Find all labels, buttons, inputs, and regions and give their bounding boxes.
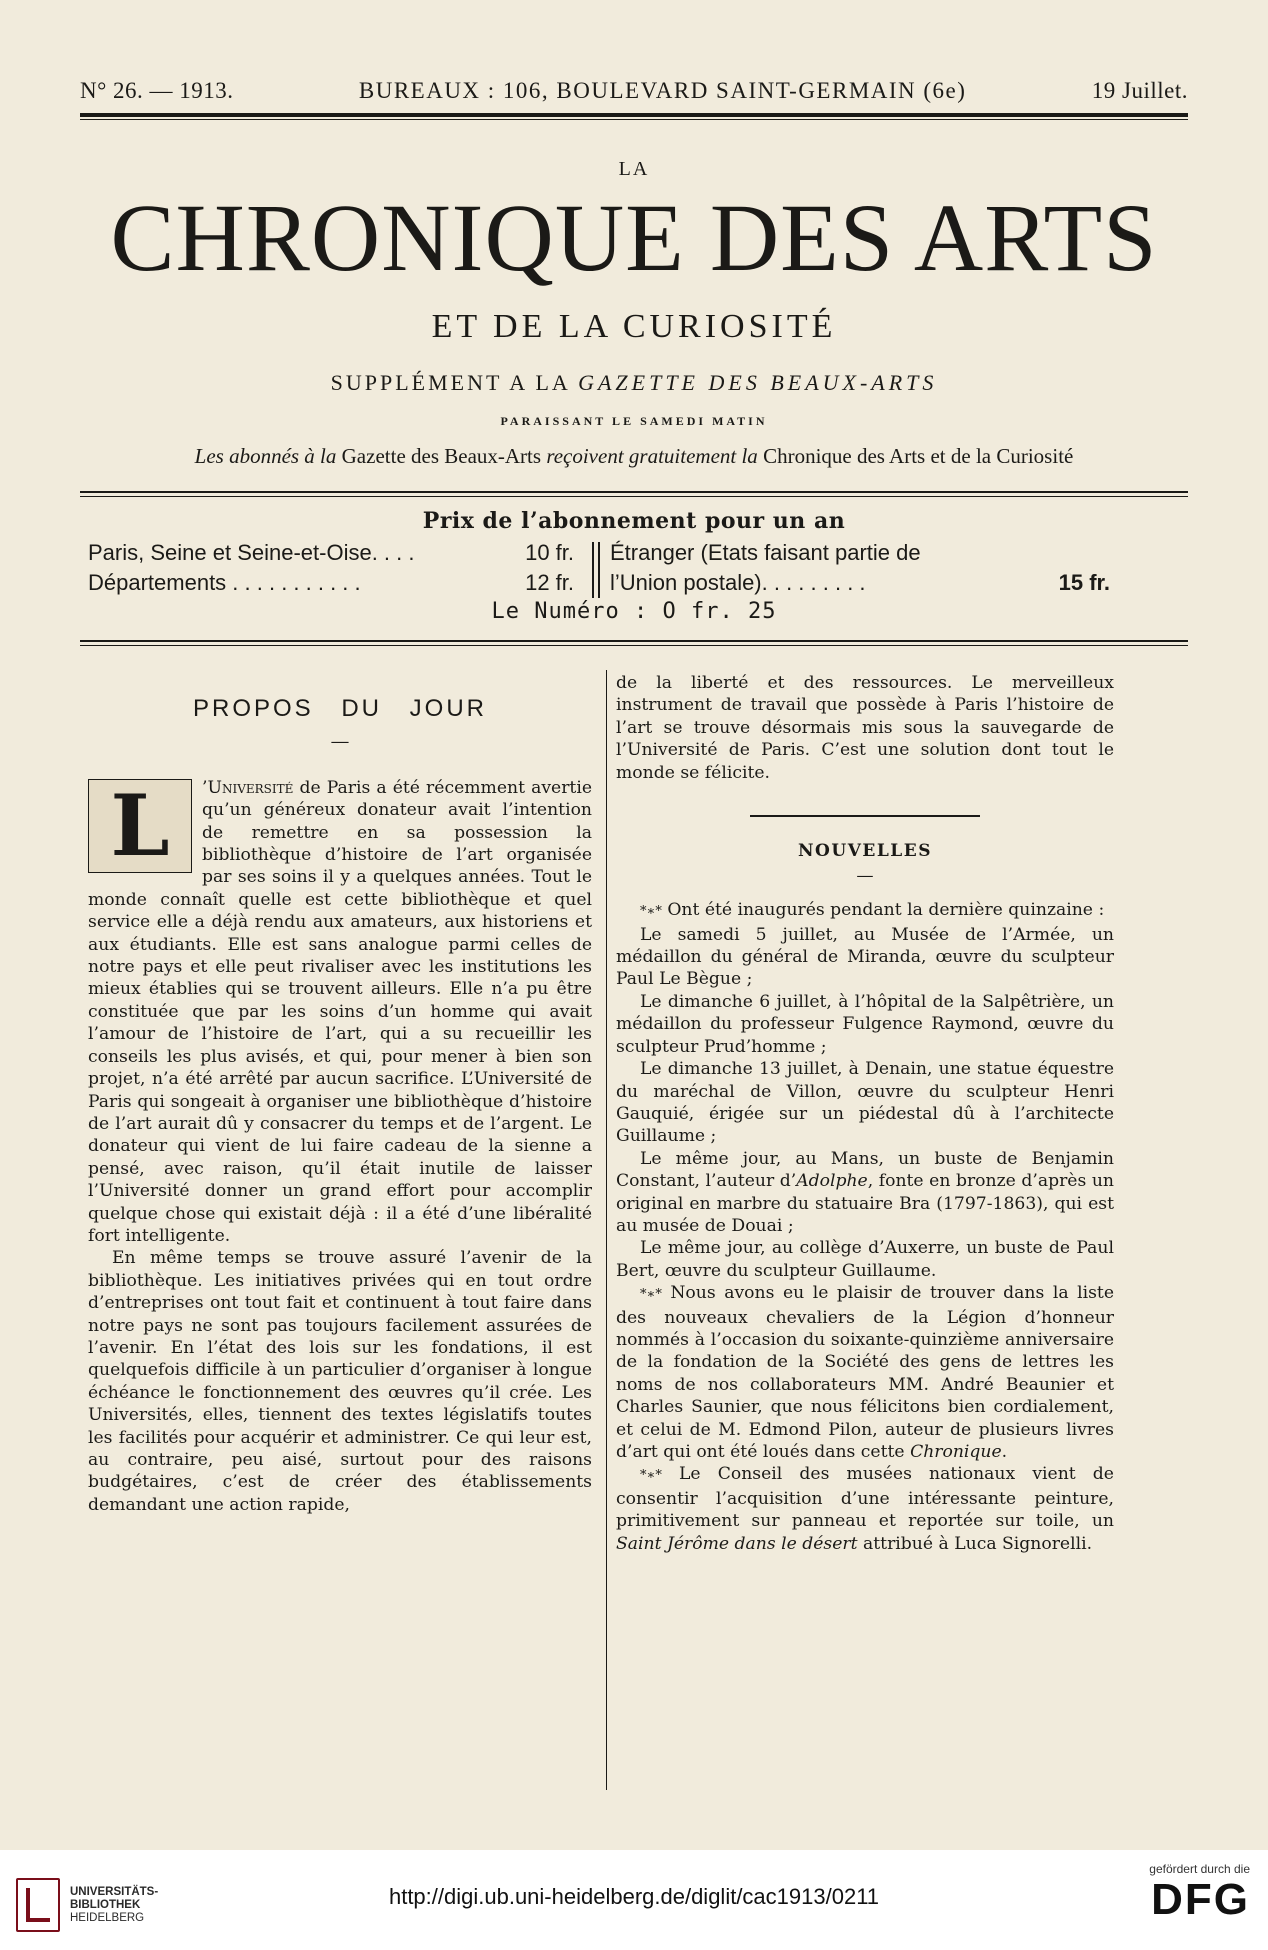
issue-number: N° 26. — 1913. bbox=[80, 78, 234, 103]
permalink-url[interactable]: http://digi.ub.uni-heidelberg.de/diglit/cac1913/0211 bbox=[388, 1884, 880, 1909]
propos-paragraph-1 bbox=[88, 777, 592, 1248]
uni-line-2: BIBLIOTHEK bbox=[70, 1898, 141, 1911]
nouvelles-item-1-d-italic: Adolphe bbox=[796, 1171, 868, 1192]
abonnes-part-2: Gazette des Beaux-Arts bbox=[341, 444, 542, 468]
publication-subtitle: ET DE LA CURIOSITÉ bbox=[431, 308, 837, 345]
nouvelles-item-1-d-text-1: Le même jour, au Mans, un buste de Benjamin Constant, l’auteur d’ bbox=[616, 1148, 1114, 1192]
prix-etranger-1 bbox=[610, 540, 1110, 566]
prix-rule-top bbox=[80, 491, 1188, 493]
prix-etranger-amount: 15 fr. bbox=[1058, 570, 1110, 595]
section-ornament bbox=[616, 804, 1114, 826]
nouvelles-item-2 bbox=[616, 1282, 1114, 1463]
asterism-3: *∗* bbox=[640, 1468, 662, 1484]
ornament-line bbox=[750, 815, 980, 817]
masthead-topline bbox=[80, 78, 1188, 104]
nouvelles-item-2-end: . bbox=[1001, 1442, 1008, 1462]
prix-paris-amount: 10 fr. bbox=[525, 540, 574, 565]
subscribers-line bbox=[0, 444, 1268, 469]
nouvelles-dash: — bbox=[856, 865, 874, 886]
right-column bbox=[616, 672, 1114, 1555]
masthead-rule bbox=[80, 113, 1188, 117]
nouvelles-item-1-intro bbox=[616, 899, 1114, 923]
prix-paris-label: Paris, Seine et Seine-et-Oise. . . . bbox=[88, 540, 415, 565]
nouvelles-item-1-d-text-2: , fonte en bronze d’après un original en marbre du statuaire Bra (1797-1863), qui est au musée de Douai ; bbox=[616, 1171, 1114, 1236]
propos-paragraph-3: de la liberté et des ressources. Le merveilleux instrument de travail que possède à Paris l’histoire de l’art se trouve désormais mis sous la sauvegarde de l’Université de Paris. C’est une solution dont tout le monde se félicite. bbox=[616, 673, 1114, 783]
paraissant-line: PARAISSANT LE SAMEDI MATIN bbox=[500, 414, 768, 428]
prix-rule-bottom bbox=[80, 640, 1188, 642]
prix-departements bbox=[88, 570, 574, 596]
prix-rule-bottom-thin bbox=[80, 645, 1188, 646]
nouvelles-item-2-italic: Chronique bbox=[910, 1442, 1002, 1462]
supplement-gazette: GAZETTE DES BEAUX-ARTS bbox=[578, 370, 938, 395]
prix-divider-2 bbox=[598, 542, 600, 598]
prix-etranger-label-1: Étranger (Etats faisant partie de bbox=[610, 540, 921, 565]
prix-etranger-2 bbox=[610, 570, 1110, 596]
publication-title: CHRONIQUE DES ARTS bbox=[110, 184, 1158, 291]
uni-line-1: UNIVERSITÄTS- bbox=[70, 1885, 159, 1898]
title-article: LA bbox=[618, 158, 650, 180]
nouvelles-item-1-intro-text: Ont été inaugurés pendant la dernière quinzaine : bbox=[667, 900, 1105, 921]
supplement-prefix: SUPPLÉMENT A LA bbox=[330, 370, 570, 395]
bureaux-address: BUREAUX : 106, BOULEVARD SAINT-GERMAIN (6e) bbox=[358, 78, 967, 103]
prix-divider-1 bbox=[592, 542, 594, 598]
abonnes-part-4: Chronique des Arts et de la Curiosité bbox=[763, 444, 1074, 468]
dfg-logo-icon: DFG bbox=[1151, 1875, 1250, 1924]
propos-title: PROPOS DU JOUR bbox=[192, 695, 488, 722]
abonnes-part-1: Les abonnés à la bbox=[194, 444, 337, 468]
nouvelles-item-3-end: attribué à Luca Signorelli. bbox=[863, 1533, 1093, 1554]
dropcap-ornament: L bbox=[88, 779, 192, 873]
nouvelles-title: NOUVELLES bbox=[798, 841, 932, 862]
prix-etranger-label-2: l’Union postale). . . . . . . . . bbox=[610, 570, 866, 595]
issue-date: 19 Juillet. bbox=[1091, 78, 1188, 103]
supplement-line bbox=[0, 370, 1268, 396]
asterism-1: *∗* bbox=[640, 904, 662, 920]
propos-dash: — bbox=[331, 731, 349, 752]
propos-paragraph-2: En même temps se trouve assuré l’avenir de la bibliothèque. Les initiatives privées qui en tout ordre d’entreprises ont tout fait et continuent à tout faire dans notre pays ne sont pas toujours facilement assurées de l’avenir. En l’état des lois sur les fondations, il est quelquefois difficile à un particulier d’organiser à longue échéance le fonctionnement des œuvres qu’il crée. Les Universités, elles, tiennent des textes législatifs toutes les facilités pour acquérir et administrer. Ce qui leur est, au contraire, peu aisé, surtout pour des raisons budgétaires, c’est de créer des établissements demandant une action rapide, bbox=[88, 1248, 592, 1515]
funded-by-text: gefördert durch die bbox=[1149, 1862, 1250, 1876]
masthead-rule-thin bbox=[80, 119, 1188, 120]
abonnes-part-3: reçoivent gratuitement la bbox=[546, 444, 758, 468]
nouvelles-item-2-text: Nous avons eu le plaisir de trouver dans la liste des nouveaux chevaliers de la Légion d’honneur nommés à l’occasion du soixante-quinzième anniversaire de la fondation de la Société des gens de lettres les noms de nos collaborateurs MM. André Beaunier et Charles Saunier, que nous félicitons bien cordialement, et celui de M. Edmond Pilon, auteur de plusieurs livres d’art qui ont été loués dans cette bbox=[616, 1283, 1114, 1462]
prix-dept-label: Départements . . . . . . . . . . . bbox=[88, 570, 361, 595]
asterism-2: *∗* bbox=[640, 1287, 662, 1303]
prix-dept-amount: 12 fr. bbox=[525, 570, 574, 595]
prix-numero: Le Numéro : O fr. 25 bbox=[491, 599, 777, 624]
nouvelles-item-1-e: Le même jour, au collège d’Auxerre, un buste de Paul Bert, œuvre du sculpteur Guillaume. bbox=[616, 1238, 1114, 1281]
propos-paragraph-1-text: de Paris a été récemment avertie qu’un généreux donateur avait l’intention de remettre en sa possession la bibliothèque d’histoire de l’art organisée par ses soins il y a quelques années. Tout le monde connaît quelle est cette bibliothèque et quel service elle a déjà rendu aux amateurs, aux historiens et aux étudiants. Elle est sans analogue parmi celles de notre pays et elle peut rivaliser avec les institutions les mieux établies qui se trouvent ailleurs. Elle n’a pu être constituée que par les soins d’un homme qui avait l’amour de l’histoire de l’art, qui a su recueillir les conseils les plus avisés, et qui, pour mener à bien son projet, n’a été arrêté par aucun sacrifice. L’Université de Paris qui songeait à organiser une bibliothèque d’histoire de l’art aurait dû y consacrer du temps et de l’argent. Le donateur qui vient de lui faire cadeau de la sienne a pensé, avec raison, qu’il était inutile de laisser l’Université donner un grand effort pour accomplir quelque chose qui existait déjà : il a été d’une libéralité fort intelligente. bbox=[88, 777, 592, 1246]
uni-line-3: HEIDELBERG bbox=[70, 1911, 145, 1924]
dfg-credit[interactable] bbox=[1149, 1862, 1250, 1924]
propos-du-jour-column bbox=[88, 690, 592, 1516]
nouvelles-item-1-c: Le dimanche 13 juillet, à Denain, une statue équestre du maréchal de Villon, œuvre du sculpteur Henri Gauquié, érigée sur un piédestal dû à l’architecte Guillaume ; bbox=[616, 1059, 1114, 1147]
nouvelles-item-3-italic: Saint Jérôme dans le désert bbox=[616, 1533, 858, 1554]
propos-first-word: ’Université bbox=[202, 777, 294, 798]
prix-paris bbox=[88, 540, 574, 566]
column-divider bbox=[606, 670, 607, 1790]
nouvelles-item-1-b: Le dimanche 6 juillet, à l’hôpital de la Salpêtrière, un médaillon du professeur Fulgence Raymond, œuvre du sculpteur Prud’homme ; bbox=[616, 991, 1114, 1057]
nouvelles-item-1-d bbox=[616, 1148, 1114, 1238]
nouvelles-item-1-a: Le samedi 5 juillet, au Musée de l’Armée, un médaillon du général de Miranda, œuvre du sculpteur Paul Le Bègue ; bbox=[616, 924, 1114, 990]
prix-rule-top-thin bbox=[80, 496, 1188, 497]
nouvelles-item-3 bbox=[616, 1463, 1114, 1555]
nouvelles-item-3-text: Le Conseil des musées nationaux vient de consentir l’acquisition d’une intéressante peinture, primitivement sur panneau et reportée sur toile, un bbox=[616, 1464, 1114, 1532]
prix-title: Prix de l’abonnement pour un an bbox=[422, 508, 846, 534]
